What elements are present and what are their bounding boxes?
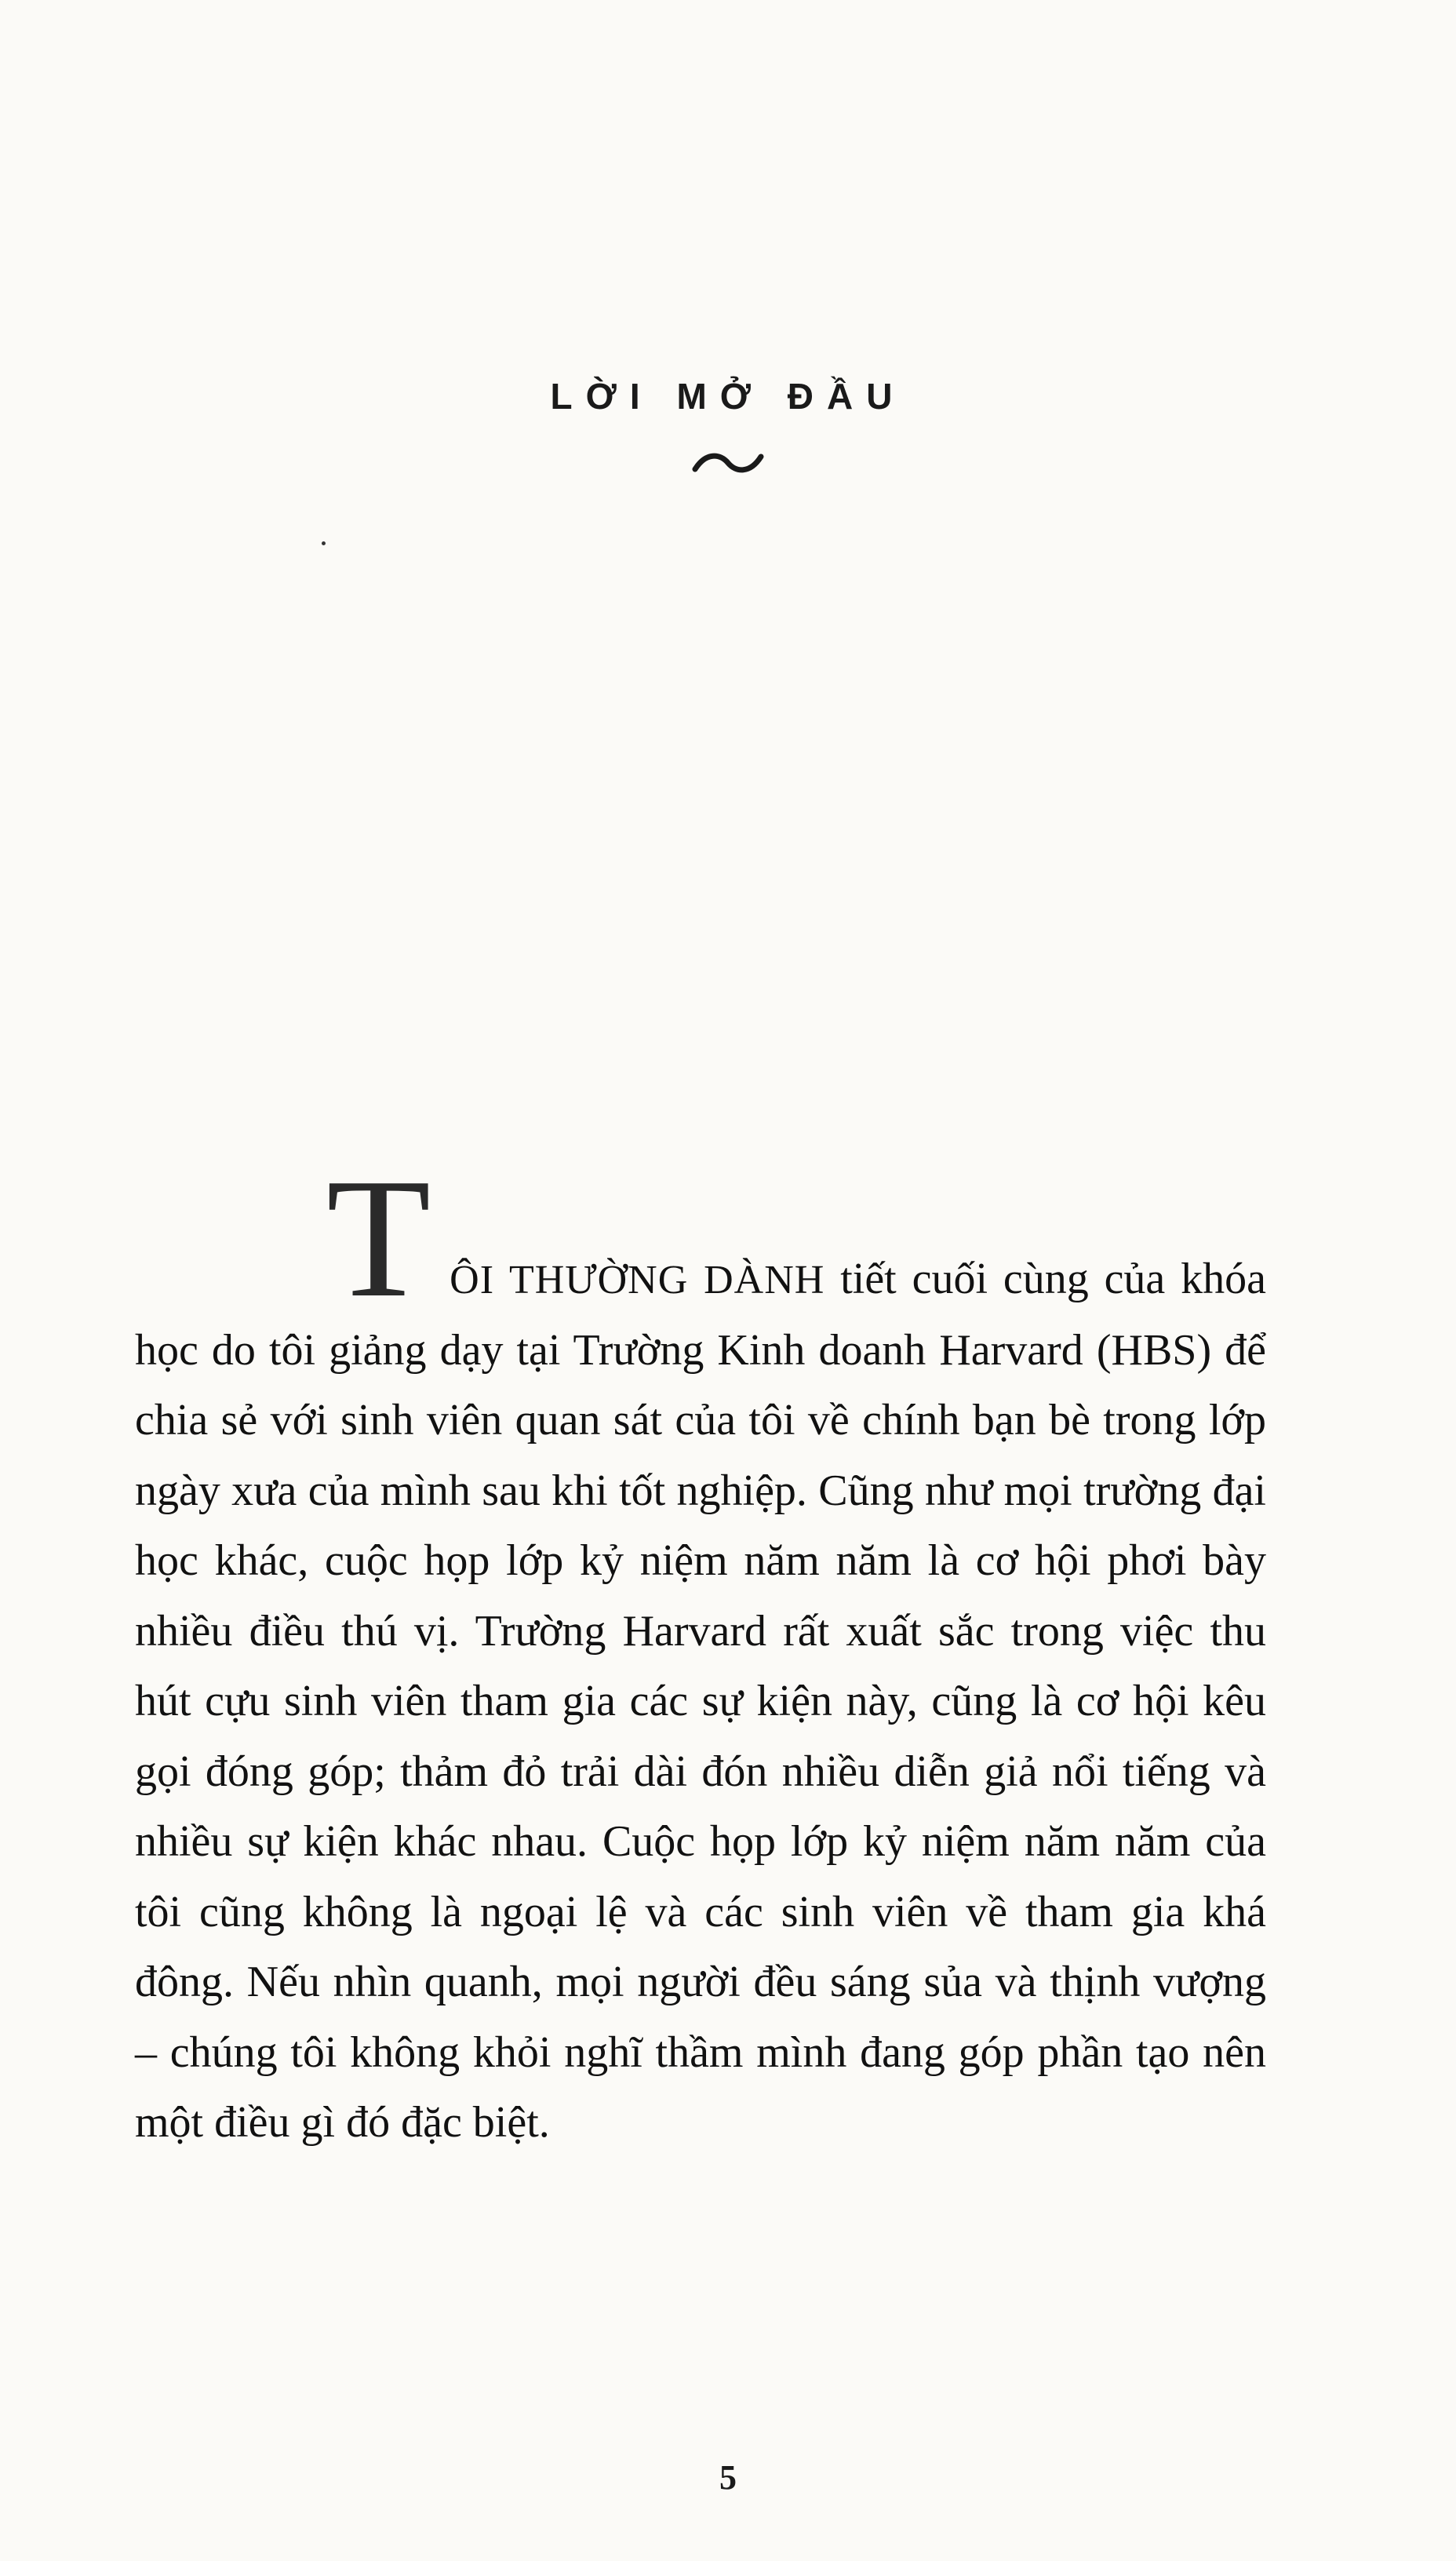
body-paragraph	[135, 1144, 1266, 2158]
drop-cap: T	[326, 1144, 431, 1333]
paragraph-text: tiết cuối cùng của khóa học do tôi giảng dạy tại Trường Kinh doanh Harvard (HBS) để chia sẻ với sinh viên quan sát của tôi về chính bạn bè trong lớp ngày xưa của mình sau khi tốt nghiệp. Cũng như mọi trường đại học khác, cuộc họp lớp kỷ niệm năm năm là cơ hội phơi bày nhiều điều thú vị. Trường Harvard rất xuất sắc trong việc thu hút cựu sinh viên tham gia các sự kiện này, cũng là cơ hội kêu gọi đóng góp; thảm đỏ trải dài đón nhiều diễn giả nổi tiếng và nhiều sự kiện khác nhau. Cuộc họp lớp kỷ niệm năm năm của tôi cũng không là ngoại lệ và các sinh viên về tham gia khá đông. Nếu nhìn quanh, mọi người đều sáng sủa và thịnh vượng – chúng tôi không khỏi nghĩ thầm mình đang góp phần tạo nên một điều gì đó đặc biệt.	[135, 1255, 1266, 2147]
page-number: 5	[719, 2458, 737, 2497]
tilde-swash-icon	[689, 447, 767, 479]
ink-speck	[322, 541, 326, 545]
chapter-title: LỜI MỞ ĐẦU	[550, 376, 906, 417]
opening-smallcaps: ÔI THƯỜNG DÀNH	[450, 1258, 825, 1302]
